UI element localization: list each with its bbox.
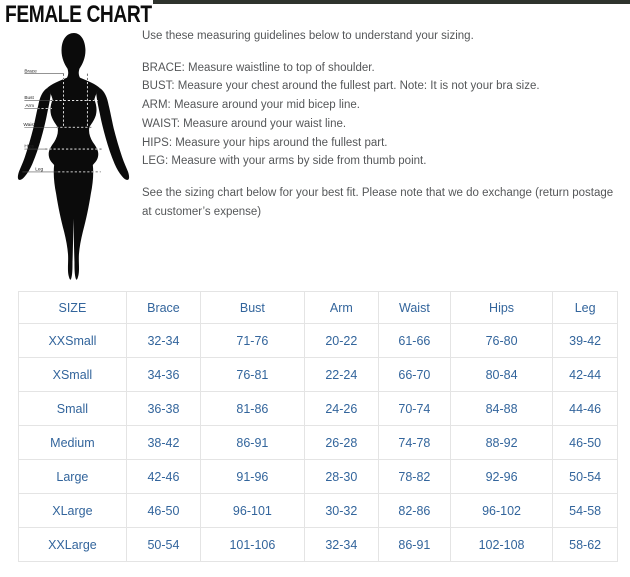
column-header-brace: Brace bbox=[126, 292, 200, 324]
cell-bust: 81-86 bbox=[201, 392, 305, 426]
table-header-row bbox=[19, 292, 618, 324]
cell-hips: 88-92 bbox=[450, 426, 552, 460]
column-header-leg: Leg bbox=[553, 292, 618, 324]
cell-leg: 42-44 bbox=[553, 358, 618, 392]
figure-label-bust: Bust bbox=[24, 96, 34, 102]
cell-leg: 44-46 bbox=[553, 392, 618, 426]
guideline-arm: ARM: Measure around your mid bicep line. bbox=[142, 99, 360, 112]
cell-waist: 86-91 bbox=[378, 528, 450, 562]
right-arm-shape bbox=[96, 88, 129, 180]
cell-arm: 32-34 bbox=[304, 528, 378, 562]
cell-brace: 50-54 bbox=[126, 528, 200, 562]
cell-bust: 91-96 bbox=[201, 460, 305, 494]
table-row-xxlarge bbox=[19, 528, 618, 562]
left-arm-shape bbox=[18, 88, 51, 180]
cell-leg: 46-50 bbox=[553, 426, 618, 460]
cell-size: XXSmall bbox=[19, 324, 127, 358]
column-header-waist: Waist bbox=[378, 292, 450, 324]
cell-hips: 80-84 bbox=[450, 358, 552, 392]
table-row-large bbox=[19, 460, 618, 494]
cell-waist: 61-66 bbox=[378, 324, 450, 358]
cell-brace: 36-38 bbox=[126, 392, 200, 426]
cell-arm: 24-26 bbox=[304, 392, 378, 426]
table-row-xlarge bbox=[19, 494, 618, 528]
column-header-bust: Bust bbox=[201, 292, 305, 324]
cell-arm: 28-30 bbox=[304, 460, 378, 494]
column-header-arm: Arm bbox=[304, 292, 378, 324]
female-silhouette-icon bbox=[1, 30, 141, 288]
guideline-brace: BRACE: Measure waistline to top of shoulder. bbox=[142, 61, 375, 74]
cell-size: XSmall bbox=[19, 358, 127, 392]
guidelines-list bbox=[142, 59, 622, 171]
figure-label-arm: Arm bbox=[25, 104, 35, 110]
page-title: FEMALE CHART bbox=[5, 1, 152, 28]
cell-hips: 76-80 bbox=[450, 324, 552, 358]
table-row-xsmall bbox=[19, 358, 618, 392]
cell-leg: 39-42 bbox=[553, 324, 618, 358]
guideline-waist: WAIST: Measure around your waist line. bbox=[142, 117, 347, 130]
column-header-size: SIZE bbox=[19, 292, 127, 324]
cell-waist: 74-78 bbox=[378, 426, 450, 460]
exchange-note: See the sizing chart below for your best fit. Please note that we do exchange (return postage at customer’s expense) bbox=[142, 186, 614, 218]
cell-waist: 66-70 bbox=[378, 358, 450, 392]
cell-waist: 78-82 bbox=[378, 460, 450, 494]
cell-arm: 20-22 bbox=[304, 324, 378, 358]
cell-waist: 70-74 bbox=[378, 392, 450, 426]
size-chart-table bbox=[18, 291, 618, 562]
table-row-medium bbox=[19, 426, 618, 460]
cell-arm: 26-28 bbox=[304, 426, 378, 460]
cell-leg: 54-58 bbox=[553, 494, 618, 528]
table-row-small bbox=[19, 392, 618, 426]
figure-label-hips: Hips bbox=[24, 144, 34, 150]
cell-arm: 30-32 bbox=[304, 494, 378, 528]
column-header-hips: Hips bbox=[450, 292, 552, 324]
guideline-hips: HIPS: Measure your hips around the fullest part. bbox=[142, 136, 388, 149]
cell-size: Large bbox=[19, 460, 127, 494]
cell-leg: 58-62 bbox=[553, 528, 618, 562]
cell-leg: 50-54 bbox=[553, 460, 618, 494]
figure-label-brace: Brace bbox=[24, 69, 37, 75]
cell-brace: 32-34 bbox=[126, 324, 200, 358]
guideline-bust: BUST: Measure your chest around the fullest part. Note: It is not your bra size. bbox=[142, 80, 540, 93]
cell-hips: 96-102 bbox=[450, 494, 552, 528]
cell-size: XLarge bbox=[19, 494, 127, 528]
cell-size: XXLarge bbox=[19, 528, 127, 562]
table-row-xxsmall bbox=[19, 324, 618, 358]
cell-brace: 42-46 bbox=[126, 460, 200, 494]
cell-hips: 92-96 bbox=[450, 460, 552, 494]
cell-brace: 34-36 bbox=[126, 358, 200, 392]
cell-hips: 84-88 bbox=[450, 392, 552, 426]
cell-size: Small bbox=[19, 392, 127, 426]
figure-label-leg: Leg bbox=[35, 167, 44, 173]
cell-bust: 101-106 bbox=[201, 528, 305, 562]
cell-brace: 46-50 bbox=[126, 494, 200, 528]
body-silhouette-shape bbox=[47, 33, 100, 280]
figure-label-waist: Waist bbox=[23, 122, 36, 128]
cell-bust: 86-91 bbox=[201, 426, 305, 460]
guideline-leg: LEG: Measure with your arms by side from thumb point. bbox=[142, 155, 427, 168]
cell-arm: 22-24 bbox=[304, 358, 378, 392]
cell-brace: 38-42 bbox=[126, 426, 200, 460]
intro-text: Use these measuring guidelines below to understand your sizing. bbox=[142, 30, 474, 42]
cell-bust: 71-76 bbox=[201, 324, 305, 358]
title-accent-bar bbox=[153, 0, 630, 4]
cell-hips: 102-108 bbox=[450, 528, 552, 562]
cell-bust: 76-81 bbox=[201, 358, 305, 392]
cell-waist: 82-86 bbox=[378, 494, 450, 528]
cell-bust: 96-101 bbox=[201, 494, 305, 528]
cell-size: Medium bbox=[19, 426, 127, 460]
female-silhouette-figure bbox=[1, 30, 141, 288]
measuring-guidelines-text bbox=[142, 27, 622, 234]
